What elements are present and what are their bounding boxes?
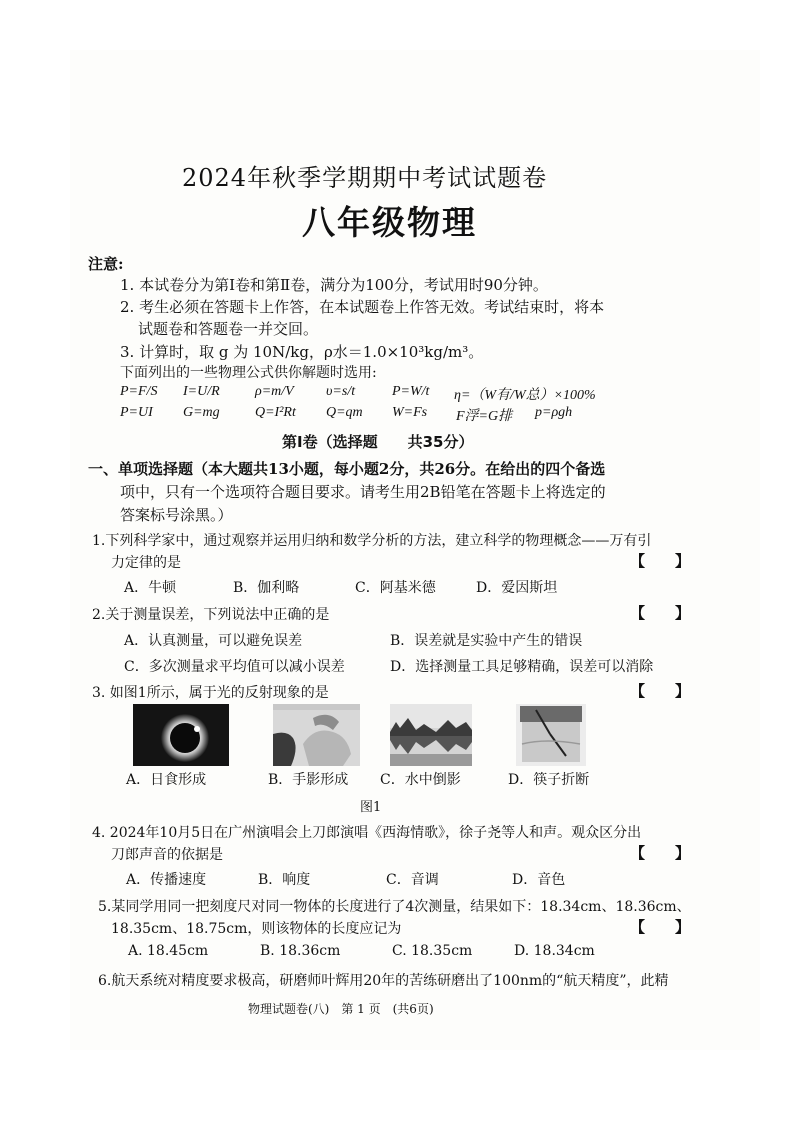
option: C．音调 bbox=[386, 872, 439, 888]
formula: υ=s/t bbox=[326, 384, 356, 399]
part-heading-line: 项中，只有一个选项符合题目要求。请考生用2B铅笔在答题卡上将选定的 bbox=[120, 483, 606, 501]
option: A．牛顿 bbox=[124, 580, 177, 596]
option: B. 18.36cm bbox=[260, 943, 341, 959]
formula: ρ=m/V bbox=[255, 384, 294, 399]
question-stem: 2.关于测量误差，下列说法中正确的是 bbox=[92, 607, 330, 623]
formula: I=U/R bbox=[183, 384, 220, 399]
part-heading-line: 一、单项选择题（本大题共13小题，每小题2分，共26分。在给出的四个备选 bbox=[88, 460, 606, 478]
answer-bracket: 【 】 bbox=[630, 918, 691, 936]
section-title: 第Ⅰ卷（选择题 共35分） bbox=[282, 433, 474, 451]
formula-intro: 下面列出的一些物理公式供你解题时选用: bbox=[120, 365, 377, 381]
formula: G=mg bbox=[183, 405, 220, 420]
question-stem: 18.35cm、18.75cm，则该物体的长度应记为 bbox=[111, 921, 402, 937]
formula: P=UI bbox=[120, 405, 153, 420]
note-item: 试题卷和答题卷一并交回。 bbox=[138, 320, 319, 338]
question-stem: 3. 如图1所示，属于光的反射现象的是 bbox=[92, 685, 329, 701]
subject-title: 八年级物理 bbox=[302, 203, 477, 242]
formula: P=W/t bbox=[392, 384, 430, 399]
answer-bracket: 【 】 bbox=[630, 552, 691, 570]
option: A. 18.45cm bbox=[128, 943, 209, 959]
formula: Q=I²Rt bbox=[255, 405, 296, 420]
answer-bracket: 【 】 bbox=[630, 604, 691, 622]
exam-title: 2024年秋季学期期中考试试题卷 bbox=[182, 164, 548, 192]
part-heading bbox=[88, 458, 605, 479]
option: C．多次测量求平均值可以减小误差 bbox=[124, 659, 345, 675]
formula: η=（W有/W总）×100% bbox=[454, 388, 596, 403]
figure-caption: 图1 bbox=[360, 800, 382, 815]
option: B．响度 bbox=[258, 872, 311, 888]
option: D. 18.34cm bbox=[514, 943, 595, 959]
option: B．误差就是实验中产生的错误 bbox=[390, 633, 583, 649]
formula: P=F/S bbox=[120, 384, 158, 399]
option: D．选择测量工具足够精确，误差可以消除 bbox=[390, 659, 654, 675]
water-reflection-photo bbox=[390, 704, 472, 766]
formula: W=Fs bbox=[392, 405, 428, 420]
hand-shadow-photo bbox=[273, 704, 360, 766]
answer-bracket: 【 】 bbox=[630, 682, 691, 700]
solar-eclipse-icon bbox=[133, 704, 229, 766]
option: C．阿基米德 bbox=[355, 580, 436, 596]
hand-shadow-icon bbox=[273, 704, 360, 766]
formula: F浮=G排 bbox=[456, 409, 513, 424]
question-stem: 力定律的是 bbox=[111, 555, 181, 571]
chopsticks-photo bbox=[516, 704, 586, 766]
note-item: 1. 本试卷分为第Ⅰ卷和第Ⅱ卷，满分为100分，考试用时90分钟。 bbox=[120, 276, 548, 294]
question-stem: 5.某同学用同一把刻度尺对同一物体的长度进行了4次测量，结果如下：18.34cm、18.36cm、 bbox=[98, 899, 691, 915]
water-reflection-icon bbox=[390, 704, 472, 766]
option: A．日食形成 bbox=[126, 772, 207, 788]
question-stem: 6.航天系统对精度要求极高，研磨师叶辉用20年的苦练研磨出了100nm的“航天精度”，此精 bbox=[98, 973, 669, 989]
option: D．爱因斯坦 bbox=[476, 580, 558, 596]
solar-eclipse-photo bbox=[133, 704, 229, 766]
formula: p=ρgh bbox=[535, 405, 573, 420]
question-stem: 刀郎声音的依据是 bbox=[111, 847, 223, 863]
option: D．筷子折断 bbox=[508, 772, 590, 788]
formula: Q=qm bbox=[326, 405, 363, 420]
part-heading-line: 答案标号涂黑。） bbox=[120, 506, 233, 524]
option: A．传播速度 bbox=[126, 872, 207, 888]
notes-heading: 注意: bbox=[88, 255, 124, 273]
answer-bracket: 【 】 bbox=[630, 844, 691, 862]
option: C．水中倒影 bbox=[380, 772, 461, 788]
note-item: 2. 考生必须在答题卡上作答，在本试题卷上作答无效。考试结束时，将本 bbox=[120, 298, 605, 316]
option: B．手影形成 bbox=[268, 772, 349, 788]
note-item: 3. 计算时，取 g 为 10N/kg，ρ水＝1.0×10³kg/m³。 bbox=[120, 343, 484, 361]
option: C. 18.35cm bbox=[392, 943, 473, 959]
option: D．音色 bbox=[512, 872, 566, 888]
chopsticks-icon bbox=[516, 704, 586, 766]
question-stem: 1.下列科学家中，通过观察并运用归纳和数学分析的方法，建立科学的物理概念——万有引 bbox=[92, 533, 652, 549]
option: A．认真测量，可以避免误差 bbox=[124, 633, 303, 649]
option: B．伽利略 bbox=[233, 580, 300, 596]
question-stem: 4. 2024年10月5日在广州演唱会上刀郎演唱《西海情歌》，徐子尧等人和声。观众区分出 bbox=[92, 825, 642, 841]
page-footer: 物理试题卷(八) 第 1 页 (共6页) bbox=[248, 1002, 434, 1016]
